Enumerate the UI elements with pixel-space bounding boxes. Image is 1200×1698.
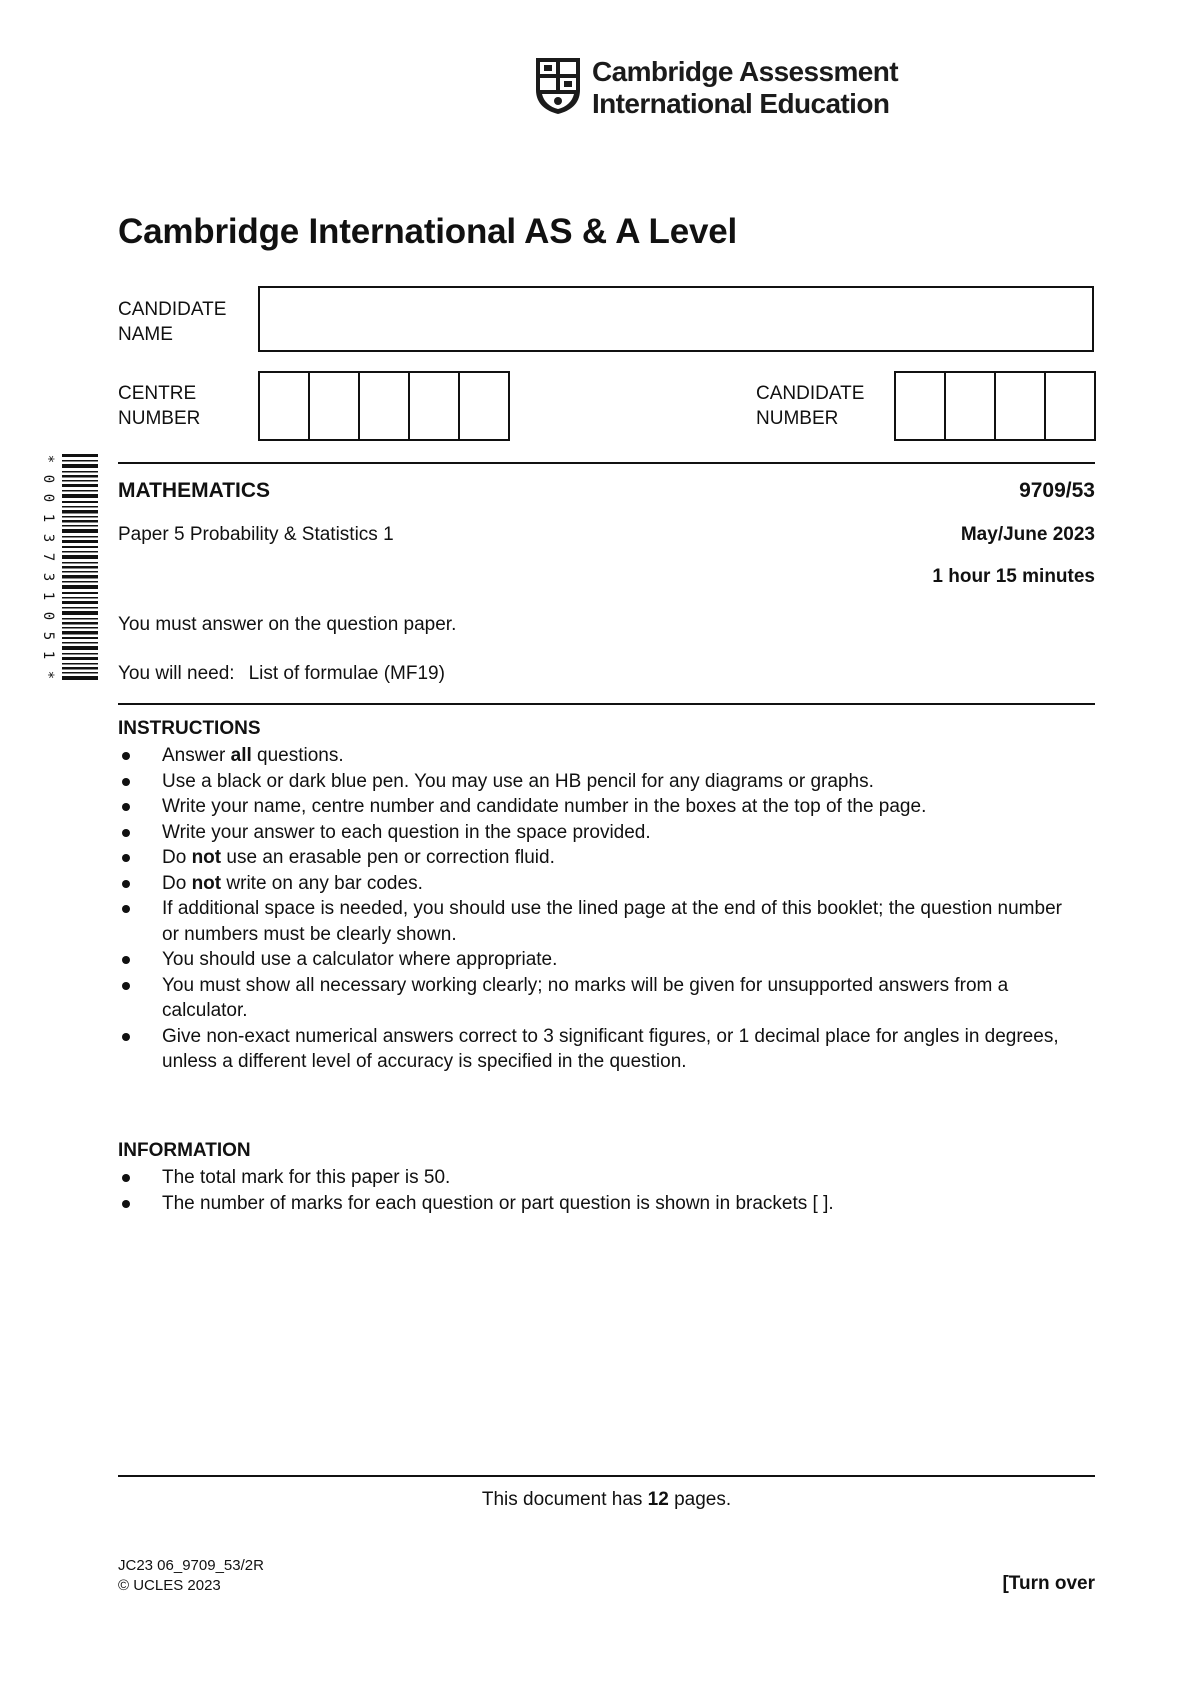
bullet-icon [122,905,130,913]
reference-code: JC23 06_9709_53/2R [118,1557,264,1574]
candidate-name-field[interactable] [258,286,1094,352]
candidate-name-label-line-2: NAME [118,324,173,345]
syllabus-code: 9709/53 [1019,479,1095,502]
candidate-number-cell[interactable] [896,373,946,439]
item-text: Give non-exact numerical answers correct to 3 significant figures, or 1 decimal place for angles in degrees, unless a different level of accuracy is specified in the question. [162,1025,1059,1072]
barcode-char: * [40,454,56,464]
logo-line-1: Cambridge Assessment [592,56,898,87]
centre-number-label [118,381,200,431]
item-emphasis: not [191,847,222,868]
barcode-char: 1 [40,513,56,523]
item-text: If additional space is needed, you should use the lined page at the end of this booklet; the question number or numbers must be clearly shown. [162,898,1062,945]
candidate-number-label-line-1: CANDIDATE [756,383,865,404]
item-text: questions. [251,745,344,766]
centre-number-label-line-2: NUMBER [118,408,201,429]
page-count-text: pages. [668,1489,732,1510]
page-count [118,1489,1095,1511]
bullet-icon [122,982,130,990]
copyright: © UCLES 2023 [118,1577,221,1594]
item-text: Do [162,872,192,894]
barcode-char: 0 [40,474,56,483]
item-emphasis: not [191,872,222,894]
list-item [118,743,1078,769]
centre-number-cell[interactable] [310,373,360,439]
barcode-char: 5 [40,631,56,640]
qualification-title: Cambridge International AS & A Level [118,212,738,251]
barcode-char: 1 [40,651,56,660]
information-list [118,1165,1078,1216]
item-text: Use a black or dark blue pen. You may use an HB pencil for any diagrams or graphs. [162,770,874,792]
centre-number-cell[interactable] [360,373,410,439]
item-text: Write your name, centre number and candidate number in the boxes at the top of the page. [162,796,927,817]
exam-duration: 1 hour 15 minutes [932,566,1095,587]
bullet-icon [122,829,130,837]
shield-crest-icon [534,56,582,116]
bullet-icon [122,956,130,964]
bullet-icon [122,880,130,888]
barcode-char: 7 [40,552,56,562]
list-item [118,769,1078,795]
divider [118,1475,1095,1477]
page-count-number: 12 [647,1489,669,1510]
list-item [118,845,1078,871]
candidate-number-label-line-2: NUMBER [756,408,839,429]
centre-number-field[interactable] [258,371,510,441]
list-item [118,896,1078,947]
candidate-name-label [118,297,226,347]
item-text: Do [162,847,192,868]
item-text: The number of marks for each question or part question is shown in brackets [ ]. [162,1192,834,1214]
item-text: Write your answer to each question in the space provided. [162,821,651,843]
list-item [118,871,1078,897]
item-text: You must show all necessary working clearly; no marks will be given for unsupported answers from a calculator. [162,974,1009,1021]
bullet-icon [122,752,130,760]
item-text: You should use a calculator where appropriate. [162,949,558,970]
list-item [118,794,1078,820]
list-item [118,1024,1078,1075]
list-item [118,1165,1078,1191]
barcode-char: 0 [40,494,56,503]
answer-note: You must answer on the question paper. [118,614,457,635]
candidate-number-cell[interactable] [1046,373,1094,439]
bullet-icon [122,1033,130,1041]
centre-number-cell[interactable] [410,373,460,439]
item-text: Answer [162,745,231,766]
instructions-list [118,743,1078,1075]
list-item [118,947,1078,973]
item-emphasis: all [230,745,252,766]
divider [118,703,1095,705]
centre-number-cell[interactable] [460,373,508,439]
candidate-number-field[interactable] [894,371,1096,441]
bullet-icon [122,1174,130,1182]
barcode-char: 3 [40,533,56,542]
need-item: List of formulae (MF19) [248,663,445,684]
cambridge-logo [534,56,898,120]
logo-line-2: International Education [592,88,890,119]
centre-number-label-line-1: CENTRE [118,383,197,404]
bullet-icon [122,778,130,786]
barcode-char: 1 [40,592,56,601]
candidate-number-label [756,381,864,431]
candidate-name-label-line-1: CANDIDATE [118,299,227,320]
information-title: INFORMATION [118,1140,251,1161]
barcode-char: * [40,670,56,680]
page-count-text: This document has [481,1489,648,1510]
you-will-need [118,663,445,685]
barcode-char: 0 [40,611,56,621]
item-text: The total mark for this paper is 50. [162,1167,451,1188]
divider [118,462,1095,464]
centre-number-cell[interactable] [260,373,310,439]
bullet-icon [122,854,130,862]
subject-title: MATHEMATICS [118,479,271,502]
barcode-number [40,452,56,682]
item-text: use an erasable pen or correction fluid. [221,847,555,868]
instructions-title: INSTRUCTIONS [118,718,261,739]
list-item [118,973,1078,1024]
list-item [118,820,1078,846]
bullet-icon [122,1200,130,1208]
exam-session: May/June 2023 [960,524,1095,545]
candidate-number-cell[interactable] [946,373,996,439]
candidate-number-cell[interactable] [996,373,1046,439]
document-reference [118,1556,264,1596]
need-label: You will need: [118,663,235,684]
paper-title: Paper 5 Probability & Statistics 1 [118,524,394,545]
barcode-char: 3 [40,572,56,581]
turn-over: [Turn over [1002,1573,1095,1594]
bullet-icon [122,803,130,811]
item-text: write on any bar codes. [221,872,423,894]
list-item [118,1191,1078,1217]
